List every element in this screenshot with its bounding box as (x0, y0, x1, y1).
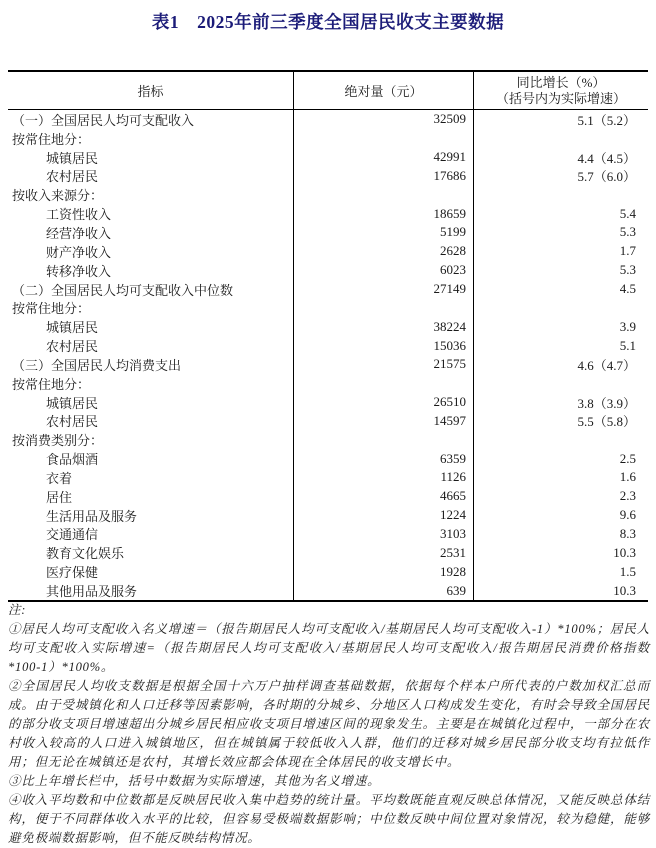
row-absolute-value: 26510 (293, 393, 473, 412)
table-row (8, 167, 648, 186)
row-growth-value (473, 298, 648, 317)
row-absolute-value: 3103 (293, 525, 473, 544)
table-row (8, 298, 648, 317)
table-row (8, 336, 648, 355)
row-indicator-label: 按常住地分： (12, 376, 91, 392)
row-indicator-label: 医疗保健 (46, 565, 99, 581)
row-indicator-label: 农村居民 (46, 414, 99, 430)
row-absolute-value: 38224 (293, 317, 473, 336)
row-absolute-value: 6359 (293, 449, 473, 468)
row-indicator-label: 食品烟酒 (46, 452, 99, 468)
note-item: ③比上年增长栏中，括号中数据为实际增速，其他为名义增速。 (8, 774, 381, 788)
row-growth-value: 2.5 (473, 449, 648, 468)
row-indicator-label: 教育文化娱乐 (46, 546, 125, 562)
table-row (8, 412, 648, 431)
row-growth-value: 3.9 (473, 317, 648, 336)
row-indicator-label: 交通通信 (46, 527, 99, 543)
table-row (8, 280, 648, 299)
row-absolute-value: 2628 (293, 242, 473, 261)
row-indicator-label: 工资性收入 (46, 207, 112, 223)
note-item: ①居民人均可支配收入名义增速＝（报告期居民人均可支配收入/基期居民人均可支配收入-1）*100%；居民人均可支配收入实际增速=（报告期居民人均可支配收入/基期居民人均可支配收入/报告期居民消费价格指数*100-1）*100%。 (8, 622, 650, 674)
row-indicator-label: 转移净收入 (46, 263, 112, 279)
row-absolute-value (293, 430, 473, 449)
row-indicator-label: 财产净收入 (46, 244, 112, 260)
row-absolute-value (293, 129, 473, 148)
row-indicator-label: 农村居民 (46, 169, 99, 185)
row-growth-value: 5.1 (473, 336, 648, 355)
row-absolute-value: 32509 (293, 110, 473, 129)
table-row (8, 543, 648, 562)
row-indicator-label: 按常住地分： (12, 301, 91, 317)
row-growth-value (473, 374, 648, 393)
row-absolute-value: 17686 (293, 167, 473, 186)
row-absolute-value: 2531 (293, 543, 473, 562)
income-expenditure-table (8, 70, 648, 602)
row-absolute-value: 4665 (293, 487, 473, 506)
row-growth-value: 4.5 (473, 280, 648, 299)
row-indicator-label: 城镇居民 (46, 320, 99, 336)
table-body (8, 110, 648, 600)
row-absolute-value: 1928 (293, 562, 473, 581)
row-indicator-label: 衣着 (46, 470, 73, 486)
row-absolute-value (293, 185, 473, 204)
table-row (8, 261, 648, 280)
header-yoy-growth (473, 72, 648, 109)
notes-section (8, 601, 650, 848)
row-indicator-label: 城镇居民 (46, 395, 99, 411)
note-item: ②全国居民人均收支数据是根据全国十六万户抽样调查基础数据，依据每个样本户所代表的户数加权汇总而成。由于受城镇化和人口迁移等因素影响，各时期的分城乡、分地区人口构成发生变化，有时会导致全国居民的部分收支项目增速超出分城乡居民相应收支项目增速区间的现象发生。主要是在城镇化过程中，一部分在农村收入较高的人口进入城镇地区，但在城镇属于较低收入人群，他们的迁移对城乡居民部分收支均有拉低作用；但无论在城镇还是农村，其增长效应都会体现在全体居民的收支增长中。 (8, 679, 650, 769)
row-absolute-value: 6023 (293, 261, 473, 280)
row-growth-value (473, 185, 648, 204)
table-row (8, 148, 648, 167)
table-row (8, 317, 648, 336)
row-absolute-value: 42991 (293, 148, 473, 167)
header-yoy-growth-line2: （括号内为实际增速） (495, 90, 626, 106)
row-growth-value: 1.6 (473, 468, 648, 487)
row-growth-value: 10.3 (473, 581, 648, 600)
table-row (8, 185, 648, 204)
row-indicator-label: 经营净收入 (46, 225, 112, 241)
row-growth-value: 10.3 (473, 543, 648, 562)
row-growth-value: 1.7 (473, 242, 648, 261)
table-row (8, 355, 648, 374)
row-indicator-label: 农村居民 (46, 339, 99, 355)
row-absolute-value: 1224 (293, 506, 473, 525)
row-indicator-label: 生活用品及服务 (46, 508, 138, 524)
table-row (8, 487, 648, 506)
row-indicator-label: 按消费类别分： (12, 433, 104, 449)
table-row (8, 581, 648, 600)
row-indicator-label: 按收入来源分： (12, 188, 104, 204)
row-indicator-label: 按常住地分： (12, 131, 91, 147)
table-row (8, 393, 648, 412)
header-absolute-amount: 绝对量（元） (293, 72, 473, 109)
row-absolute-value: 1126 (293, 468, 473, 487)
table-row (8, 468, 648, 487)
table-row (8, 449, 648, 468)
row-growth-value: 2.3 (473, 487, 648, 506)
header-yoy-growth-line1: 同比增长（%） (516, 74, 606, 90)
row-growth-value (473, 430, 648, 449)
row-absolute-value (293, 374, 473, 393)
row-growth-value: 5.5（5.8） (473, 412, 648, 431)
row-growth-value: 4.6（4.7） (473, 355, 648, 374)
table-row (8, 223, 648, 242)
row-absolute-value: 21575 (293, 355, 473, 374)
table-row (8, 110, 648, 129)
row-indicator-label: 城镇居民 (46, 150, 99, 166)
table-row (8, 525, 648, 544)
row-absolute-value: 5199 (293, 223, 473, 242)
row-absolute-value: 27149 (293, 280, 473, 299)
row-growth-value: 8.3 (473, 525, 648, 544)
row-absolute-value: 18659 (293, 204, 473, 223)
row-indicator-label: （一）全国居民人均可支配收入 (12, 112, 195, 128)
row-absolute-value: 15036 (293, 336, 473, 355)
row-indicator-label: （二）全国居民人均可支配收入中位数 (12, 282, 234, 298)
table-row (8, 242, 648, 261)
row-indicator-label: 其他用品及服务 (46, 584, 138, 600)
row-growth-value: 5.1（5.2） (473, 110, 648, 129)
table-header-row (8, 72, 648, 110)
table-row (8, 204, 648, 223)
note-item: ④收入平均数和中位数都是反映居民收入集中趋势的统计量。平均数既能直观反映总体情况，又能反映总体结构，便于不同群体收入水平的比较，但容易受极端数据影响；中位数反映中间位置对象情况，较为稳健，能够避免极端数据影响，但不能反映结构情况。 (8, 793, 650, 845)
row-growth-value (473, 129, 648, 148)
row-absolute-value: 639 (293, 581, 473, 600)
row-growth-value: 5.3 (473, 223, 648, 242)
row-absolute-value (293, 298, 473, 317)
table-row (8, 506, 648, 525)
notes-list (8, 620, 650, 848)
row-indicator-label: 居住 (46, 489, 73, 505)
row-growth-value: 4.4（4.5） (473, 148, 648, 167)
row-absolute-value: 14597 (293, 412, 473, 431)
row-indicator-label: （三）全国居民人均消费支出 (12, 357, 182, 373)
table-row (8, 562, 648, 581)
table-row (8, 374, 648, 393)
header-indicator: 指标 (137, 84, 164, 99)
row-growth-value: 9.6 (473, 506, 648, 525)
table-row (8, 129, 648, 148)
row-growth-value: 5.4 (473, 204, 648, 223)
row-growth-value: 1.5 (473, 562, 648, 581)
notes-label: 注: (8, 603, 27, 617)
page-title: 表1 2025年前三季度全国居民收支主要数据 (151, 12, 505, 32)
row-growth-value: 5.3 (473, 261, 648, 280)
table-row (8, 430, 648, 449)
row-growth-value: 5.7（6.0） (473, 167, 648, 186)
row-growth-value: 3.8（3.9） (473, 393, 648, 412)
